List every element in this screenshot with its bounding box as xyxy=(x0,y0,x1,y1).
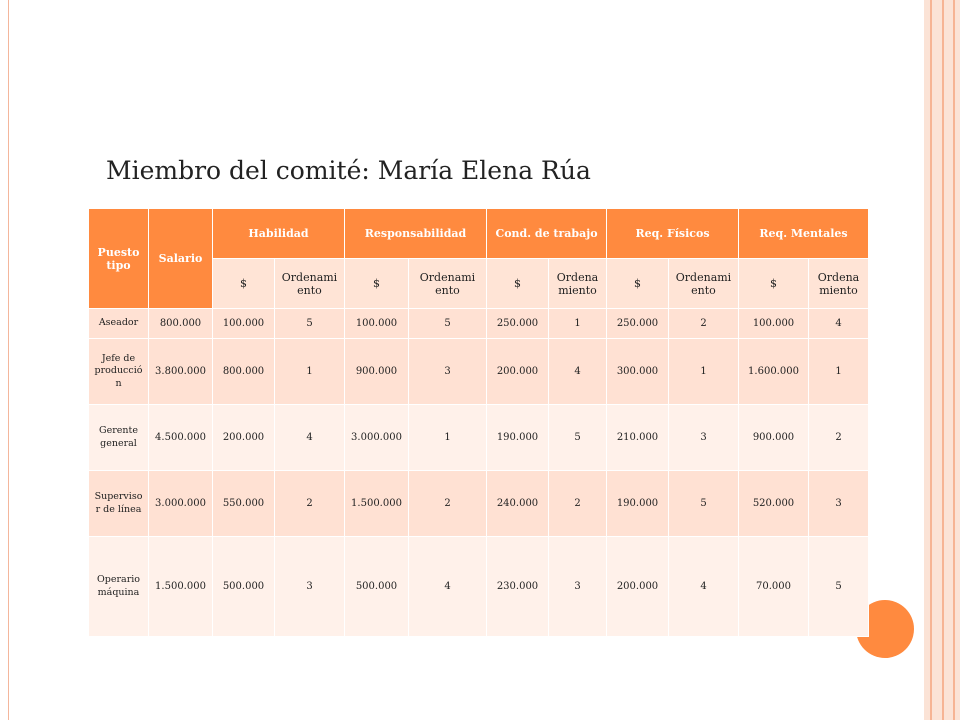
col-salario-header: Salario xyxy=(149,209,213,309)
table-cell: 5 xyxy=(549,405,607,471)
row-puesto: Jefe de producció n xyxy=(89,339,149,405)
sub-cond-order: Ordena miento xyxy=(549,259,607,309)
table-cell: 1 xyxy=(275,339,345,405)
table-cell: 5 xyxy=(669,471,739,537)
table-cell: 2 xyxy=(275,471,345,537)
right-frame-line-2 xyxy=(942,0,944,720)
sub-cond-money: $ xyxy=(487,259,549,309)
table-cell: 200.000 xyxy=(607,537,669,637)
table-cell: 2 xyxy=(669,309,739,339)
col-responsabilidad-header: Responsabilidad xyxy=(345,209,487,259)
table-cell: 3.000.000 xyxy=(345,405,409,471)
table-cell: 1.600.000 xyxy=(739,339,809,405)
table-cell: 4 xyxy=(809,309,869,339)
row-puesto: Operario máquina xyxy=(89,537,149,637)
table-cell: 70.000 xyxy=(739,537,809,637)
col-puesto-header: Puesto tipo xyxy=(89,209,149,309)
table-cell: 4 xyxy=(669,537,739,637)
table-cell: 4 xyxy=(275,405,345,471)
table-row xyxy=(89,339,869,405)
col-habilidad-header: Habilidad xyxy=(213,209,345,259)
row-salario: 800.000 xyxy=(149,309,213,339)
table-cell: 2 xyxy=(549,471,607,537)
table-cell: 5 xyxy=(275,309,345,339)
col-req-mentales-header: Req. Mentales xyxy=(739,209,869,259)
table-cell: 2 xyxy=(809,405,869,471)
table-cell: 900.000 xyxy=(345,339,409,405)
table-cell: 900.000 xyxy=(739,405,809,471)
table-cell: 2 xyxy=(409,471,487,537)
table-cell: 5 xyxy=(409,309,487,339)
table-cell: 4 xyxy=(409,537,487,637)
row-salario: 3.800.000 xyxy=(149,339,213,405)
sub-responsabilidad-order: Ordenami ento xyxy=(409,259,487,309)
table-cell: 1 xyxy=(669,339,739,405)
table-cell: 1 xyxy=(809,339,869,405)
table-row xyxy=(89,471,869,537)
sub-fisicos-order: Ordenami ento xyxy=(669,259,739,309)
table-cell: 1.500.000 xyxy=(345,471,409,537)
table-cell: 1 xyxy=(549,309,607,339)
sub-habilidad-order: Ordenami ento xyxy=(275,259,345,309)
sub-mentales-money: $ xyxy=(739,259,809,309)
sub-responsabilidad-money: $ xyxy=(345,259,409,309)
right-frame-line-3 xyxy=(953,0,955,720)
sub-fisicos-money: $ xyxy=(607,259,669,309)
row-puesto: Superviso r de línea xyxy=(89,471,149,537)
row-salario: 1.500.000 xyxy=(149,537,213,637)
table-cell: 1 xyxy=(409,405,487,471)
left-frame-line xyxy=(8,0,9,720)
table-cell: 800.000 xyxy=(213,339,275,405)
row-puesto: Gerente general xyxy=(89,405,149,471)
table-cell: 200.000 xyxy=(213,405,275,471)
table-cell: 250.000 xyxy=(607,309,669,339)
table-cell: 3 xyxy=(809,471,869,537)
table-row xyxy=(89,405,869,471)
table-cell: 230.000 xyxy=(487,537,549,637)
table-cell: 520.000 xyxy=(739,471,809,537)
row-salario: 4.500.000 xyxy=(149,405,213,471)
table-cell: 210.000 xyxy=(607,405,669,471)
table-cell: 5 xyxy=(809,537,869,637)
table-cell: 500.000 xyxy=(345,537,409,637)
table-cell: 3 xyxy=(549,537,607,637)
sub-habilidad-money: $ xyxy=(213,259,275,309)
header-row xyxy=(89,209,869,259)
table-cell: 250.000 xyxy=(487,309,549,339)
table-row xyxy=(89,537,869,637)
table-cell: 100.000 xyxy=(213,309,275,339)
page-title: Miembro del comité: María Elena Rúa xyxy=(106,156,591,185)
table-cell: 100.000 xyxy=(739,309,809,339)
table-cell: 190.000 xyxy=(607,471,669,537)
table-cell: 3 xyxy=(275,537,345,637)
evaluation-table xyxy=(88,208,869,637)
table-cell: 500.000 xyxy=(213,537,275,637)
right-frame-line-1 xyxy=(930,0,932,720)
col-cond-trabajo-header: Cond. de trabajo xyxy=(487,209,607,259)
table-cell: 300.000 xyxy=(607,339,669,405)
col-req-fisicos-header: Req. Físicos xyxy=(607,209,739,259)
table-cell: 3 xyxy=(669,405,739,471)
table-cell: 3 xyxy=(409,339,487,405)
table-row xyxy=(89,309,869,339)
table-cell: 190.000 xyxy=(487,405,549,471)
table-cell: 550.000 xyxy=(213,471,275,537)
row-salario: 3.000.000 xyxy=(149,471,213,537)
table-cell: 100.000 xyxy=(345,309,409,339)
row-puesto: Aseador xyxy=(89,309,149,339)
sub-mentales-order: Ordena miento xyxy=(809,259,869,309)
table-cell: 4 xyxy=(549,339,607,405)
table-cell: 200.000 xyxy=(487,339,549,405)
table-cell: 240.000 xyxy=(487,471,549,537)
